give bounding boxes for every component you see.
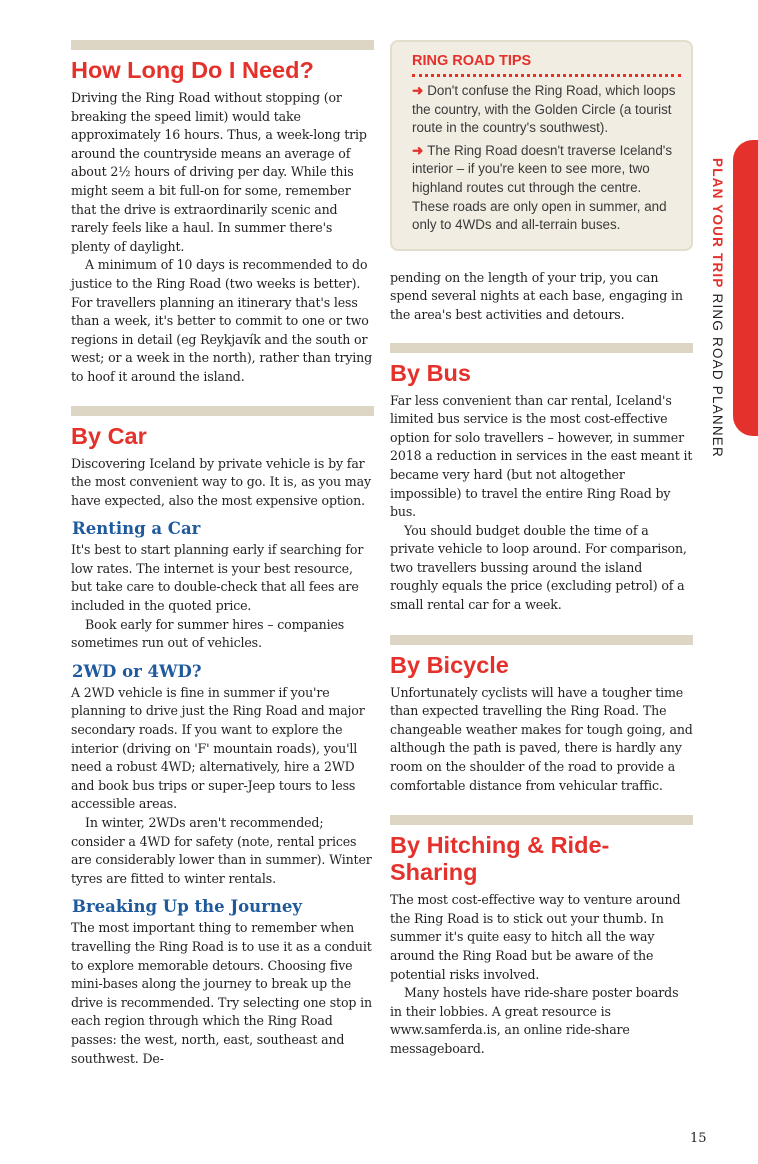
arrow-right-icon: ➜ bbox=[412, 83, 424, 98]
renting-para-1: It's best to start planning early if searching for low rates. The internet is your best resource, but take care to double-check that all fees are included in the quoted price. bbox=[71, 542, 364, 614]
breaking-heading: Breaking Up the Journey bbox=[72, 897, 302, 917]
section-rule bbox=[71, 406, 374, 416]
how-long-para-2: A minimum of 10 days is recommended to do justice to the Ring Road (two weeks is better). For travellers planning an itinerary that's less than a week, it's better to commit to one or two regions in detail (eg Reykjavík and the south or west; or a week in the north), rather than trying to hoof it around the island. bbox=[71, 257, 373, 384]
by-hitching-para-1: The most cost-effective way to venture around the Ring Road is to stick out your thumb. In summer it's quite easy to hitch all the way around the Ring Road but be aware of the potential risks involved. bbox=[390, 892, 681, 982]
wd-para-2: In winter, 2WDs aren't recommended; consider a 4WD for safety (note, rental prices are considerably lower than in summer). Winter tyres are fitted to winter rentals. bbox=[71, 815, 372, 886]
right-column bbox=[390, 40, 693, 1059]
renting-para-2: Book early for summer hires – companies sometimes run out of vehicles. bbox=[71, 616, 345, 651]
tip-item: ➜ The Ring Road doesn't traverse Iceland's interior – if you're keen to see more, two highland routes cut through the centre. These roads are only open in summer, and only to 4WDs and all-terrain buses. bbox=[412, 142, 673, 233]
breaking-para: The most important thing to remember when travelling the Ring Road is to use it as a conduit to explore memorable detours. Choosing five mini-bases along the journey to break up the drive is recommended. Try selecting one stop in each region through which the Ring Road passes: the west, north, east, southeast and southwest. De- bbox=[71, 920, 372, 1066]
by-bus-para-2: You should budget double the time of a private vehicle to loop around. For comparison, two travellers bussing around the island roughly equals the price (excluding petrol) of a small rental car for a week. bbox=[390, 522, 687, 613]
continued-para: pending on the length of your trip, you can spend several nights at each base, engaging in the area's best activities and detours. bbox=[390, 269, 683, 322]
tips-heading: RING ROAD TIPS bbox=[412, 51, 681, 77]
chapter-tab bbox=[733, 140, 758, 436]
renting-heading: Renting a Car bbox=[72, 519, 201, 539]
by-hitching-para-2: Many hostels have ride-share poster boards in their lobbies. A great resource is www.samferda.is, an online ride-share messageboard. bbox=[390, 985, 679, 1056]
page-number: 15 bbox=[690, 1131, 707, 1146]
running-header bbox=[702, 158, 728, 478]
chapter-label: RING ROAD PLANNER bbox=[710, 293, 725, 458]
left-column bbox=[71, 40, 374, 1068]
section-rule bbox=[390, 343, 693, 353]
by-hitching-heading: By Hitching & Ride-Sharing bbox=[390, 832, 610, 886]
wd-para-1: A 2WD vehicle is fine in summer if you're planning to drive just the Ring Road and major secondary roads. If you want to explore the interior (driving on 'F' mountain roads), you'll need a robust 4WD; alternatively, hire a 2WD and book bus trips or super-Jeep tours to less accessible areas. bbox=[71, 684, 365, 812]
section-rule bbox=[390, 815, 693, 825]
arrow-right-icon: ➜ bbox=[412, 142, 424, 158]
by-bus-para-1: Far less convenient than car rental, Iceland's limited bus service is the most cost-effective option for solo travellers – however, in summer 2018 a reduction in services in the east meant it became very hard (but not altogether impossible) to travel the entire Ring Road by bus. bbox=[390, 392, 693, 520]
section-rule bbox=[390, 635, 693, 645]
by-bicycle-heading: By Bicycle bbox=[390, 651, 509, 678]
by-bus-heading: By Bus bbox=[390, 359, 471, 386]
tip-item: ➜ Don't confuse the Ring Road, which loops the country, with the Golden Circle (a tourist route in the country's southwest). bbox=[412, 83, 676, 136]
wd-heading: 2WD or 4WD? bbox=[72, 661, 202, 681]
by-car-para: Discovering Iceland by private vehicle is by far the most convenient way to go. It is, as you may have expected, also the most expensive option. bbox=[71, 455, 371, 508]
by-car-heading: By Car bbox=[71, 422, 147, 449]
how-long-heading: How Long Do I Need? bbox=[71, 57, 314, 83]
tips-box bbox=[390, 40, 693, 251]
section-rule bbox=[71, 40, 374, 50]
how-long-para-1: Driving the Ring Road without stopping (or breaking the speed limit) would take approximately 16 hours. Thus, a week-long trip around the countryside means an average of about 2½ hours of driving per day. While this might seem a bit full-on for some, remember that the drive is extraordinarily scenic and rarely feels like a haul. In summer there's plenty of daylight. bbox=[71, 90, 367, 254]
by-bicycle-para: Unfortunately cyclists will have a tougher time than expected travelling the Ring Road. The changeable weather makes for tough going, and although the path is paved, there is hardly any room on the shoulder of the road to provide a comfortable distance from vehicular traffic. bbox=[390, 684, 693, 793]
section-label: PLAN YOUR TRIP bbox=[710, 158, 725, 289]
